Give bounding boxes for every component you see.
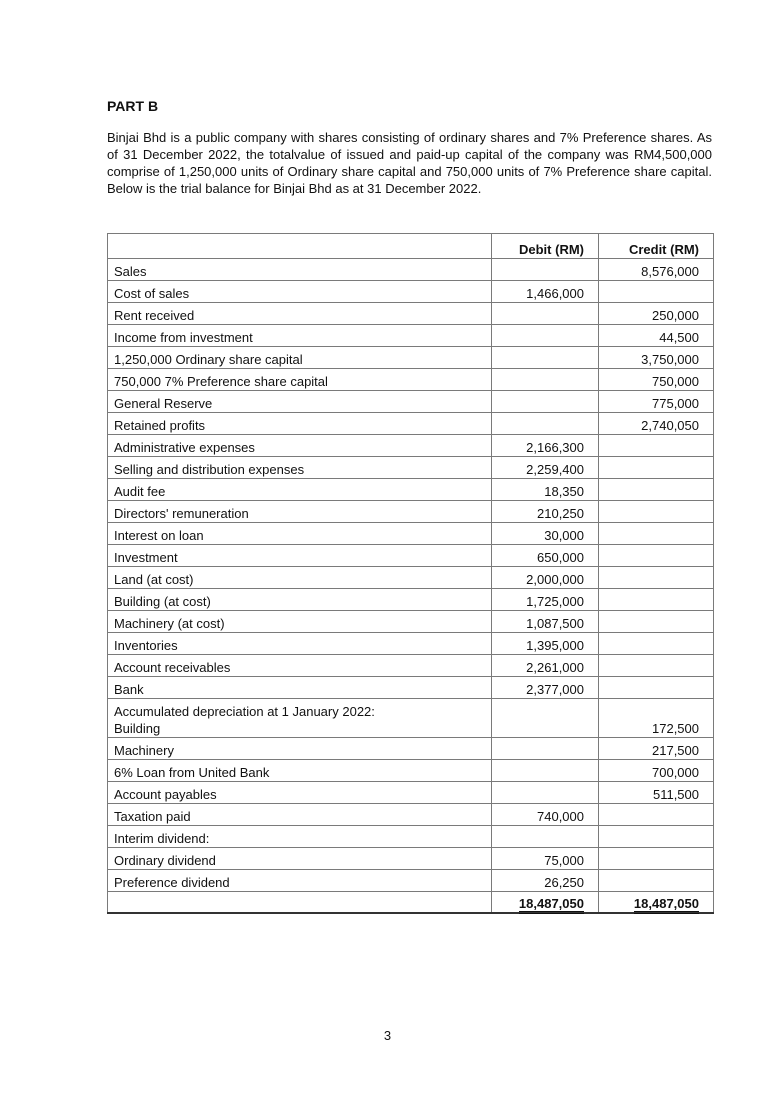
row-debit: 1,395,000 — [492, 633, 599, 655]
total-debit — [492, 892, 599, 914]
row-label: Machinery (at cost) — [108, 611, 492, 633]
table-row — [108, 611, 714, 633]
row-label: Land (at cost) — [108, 567, 492, 589]
row-credit — [599, 435, 714, 457]
row-label: 1,250,000 Ordinary share capital — [108, 347, 492, 369]
row-debit: 2,261,000 — [492, 655, 599, 677]
table-row — [108, 501, 714, 523]
row-credit — [599, 567, 714, 589]
row-label: Machinery — [108, 738, 492, 760]
row-label: Interest on loan — [108, 523, 492, 545]
row-label: Bank — [108, 677, 492, 699]
row-credit — [599, 589, 714, 611]
table-row — [108, 523, 714, 545]
table-row — [108, 738, 714, 760]
row-label: Preference dividend — [108, 870, 492, 892]
row-credit — [599, 281, 714, 303]
row-debit: 30,000 — [492, 523, 599, 545]
row-label: Account receivables — [108, 655, 492, 677]
row-label: Administrative expenses — [108, 435, 492, 457]
row-label: Directors' remuneration — [108, 501, 492, 523]
table-row — [108, 804, 714, 826]
row-label: Selling and distribution expenses — [108, 457, 492, 479]
table-total-row — [108, 892, 714, 914]
row-debit — [492, 347, 599, 369]
row-label-line: Accumulated depreciation at 1 January 2022: — [114, 704, 375, 719]
table-row — [108, 848, 714, 870]
row-label: Ordinary dividend — [108, 848, 492, 870]
row-credit: 250,000 — [599, 303, 714, 325]
trial-balance-table — [107, 233, 714, 914]
total-debit-value: 18,487,050 — [519, 896, 584, 914]
row-label: Taxation paid — [108, 804, 492, 826]
row-debit — [492, 413, 599, 435]
row-credit — [599, 545, 714, 567]
table-row — [108, 259, 714, 281]
row-debit — [492, 826, 599, 848]
table-row — [108, 479, 714, 501]
row-credit — [599, 677, 714, 699]
row-debit: 1,725,000 — [492, 589, 599, 611]
row-credit — [599, 804, 714, 826]
table-body — [108, 259, 714, 892]
row-credit: 3,750,000 — [599, 347, 714, 369]
row-label: Income from investment — [108, 325, 492, 347]
row-label: Building (at cost) — [108, 589, 492, 611]
table-row — [108, 760, 714, 782]
row-debit: 1,087,500 — [492, 611, 599, 633]
table-row — [108, 677, 714, 699]
row-label: Interim dividend: — [108, 826, 492, 848]
row-credit — [599, 479, 714, 501]
row-debit: 2,377,000 — [492, 677, 599, 699]
table-row — [108, 826, 714, 848]
total-credit-value: 18,487,050 — [634, 896, 699, 914]
table-row — [108, 655, 714, 677]
page-number: 3 — [383, 1028, 392, 1043]
header-description — [108, 234, 492, 259]
table-row — [108, 699, 714, 738]
row-credit — [599, 826, 714, 848]
table-row — [108, 435, 714, 457]
row-credit — [599, 501, 714, 523]
table-row — [108, 567, 714, 589]
row-debit — [492, 369, 599, 391]
table-row — [108, 303, 714, 325]
row-credit: 700,000 — [599, 760, 714, 782]
row-label: Account payables — [108, 782, 492, 804]
table-row — [108, 347, 714, 369]
total-label — [108, 892, 492, 914]
row-label: Inventories — [108, 633, 492, 655]
row-debit: 650,000 — [492, 545, 599, 567]
row-debit — [492, 782, 599, 804]
table-row — [108, 413, 714, 435]
table-row — [108, 391, 714, 413]
row-credit — [599, 457, 714, 479]
table-row — [108, 545, 714, 567]
table-header-row — [108, 234, 714, 259]
intro-paragraph: Binjai Bhd is a public company with shares consisting of ordinary shares and 7% Preference shares. As of 31 December 2022, the totalvalue of issued and paid-up capital of the company was RM4,500,000 comprise of 1,250,000 units of Ordinary share capital and 750,000 units of 7% Preference share capital. Below is the trial balance for Binjai Bhd as at 31 December 2022. — [107, 130, 712, 196]
row-label: Audit fee — [108, 479, 492, 501]
row-credit: 2,740,050 — [599, 413, 714, 435]
row-label: 6% Loan from United Bank — [108, 760, 492, 782]
row-credit: 750,000 — [599, 369, 714, 391]
row-debit — [492, 699, 599, 738]
row-debit: 1,466,000 — [492, 281, 599, 303]
row-label-line: Building — [114, 721, 161, 736]
row-credit: 217,500 — [599, 738, 714, 760]
table-row — [108, 281, 714, 303]
header-debit: Debit (RM) — [492, 234, 599, 259]
row-label: 750,000 7% Preference share capital — [108, 369, 492, 391]
row-debit: 2,259,400 — [492, 457, 599, 479]
row-debit — [492, 303, 599, 325]
table-row — [108, 457, 714, 479]
row-debit — [492, 738, 599, 760]
row-credit — [599, 870, 714, 892]
row-credit — [599, 633, 714, 655]
row-debit — [492, 325, 599, 347]
row-label: Retained profits — [108, 413, 492, 435]
row-credit — [599, 523, 714, 545]
row-credit: 44,500 — [599, 325, 714, 347]
row-debit: 2,166,300 — [492, 435, 599, 457]
row-label — [108, 699, 492, 738]
row-debit: 18,350 — [492, 479, 599, 501]
row-credit — [599, 611, 714, 633]
row-debit: 2,000,000 — [492, 567, 599, 589]
row-credit: 8,576,000 — [599, 259, 714, 281]
row-label: General Reserve — [108, 391, 492, 413]
row-debit: 26,250 — [492, 870, 599, 892]
row-label: Sales — [108, 259, 492, 281]
row-credit: 511,500 — [599, 782, 714, 804]
row-label: Rent received — [108, 303, 492, 325]
row-credit: 775,000 — [599, 391, 714, 413]
row-label: Cost of sales — [108, 281, 492, 303]
row-credit — [599, 655, 714, 677]
table-row — [108, 782, 714, 804]
row-debit: 75,000 — [492, 848, 599, 870]
row-debit: 740,000 — [492, 804, 599, 826]
table-row — [108, 589, 714, 611]
row-debit — [492, 259, 599, 281]
row-credit: 172,500 — [599, 699, 714, 738]
row-debit — [492, 760, 599, 782]
section-heading: PART B — [107, 98, 159, 114]
table-row — [108, 870, 714, 892]
total-credit — [599, 892, 714, 914]
row-debit: 210,250 — [492, 501, 599, 523]
table-row — [108, 633, 714, 655]
row-label: Investment — [108, 545, 492, 567]
table-row — [108, 369, 714, 391]
table-row — [108, 325, 714, 347]
row-credit — [599, 848, 714, 870]
header-credit: Credit (RM) — [599, 234, 714, 259]
row-debit — [492, 391, 599, 413]
